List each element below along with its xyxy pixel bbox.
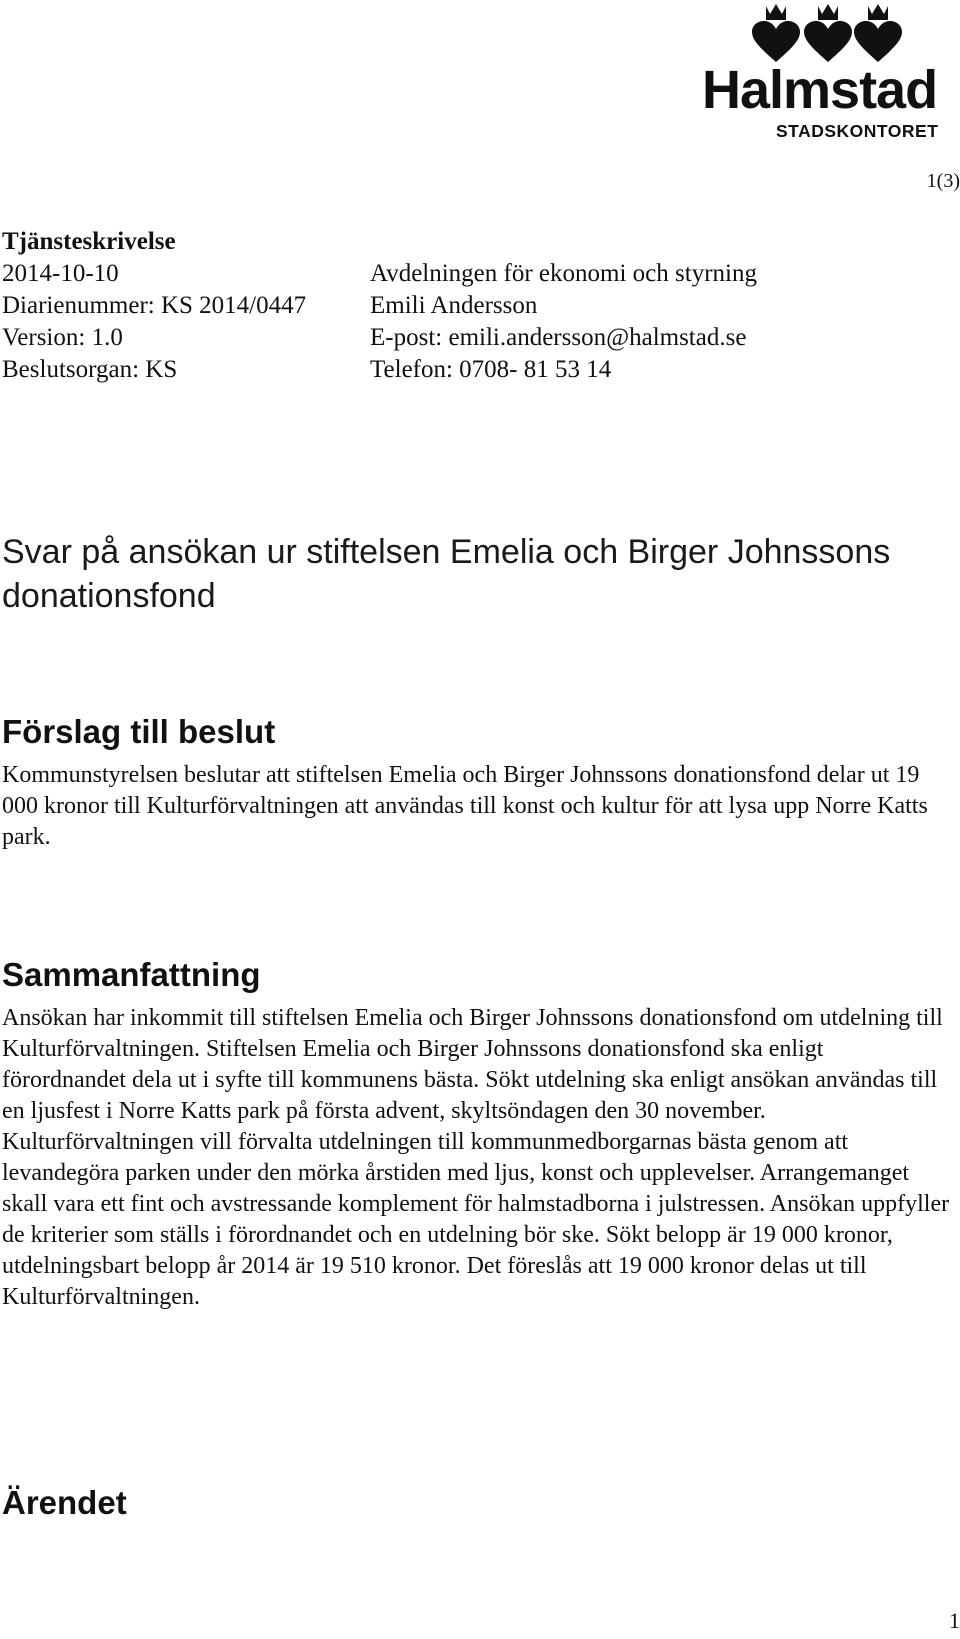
department: Avdelningen för ekonomi och styrning [370,260,757,287]
heading-forslag-till-beslut: Förslag till beslut [2,713,276,750]
beslutsorgan: Beslutsorgan: KS [2,356,178,383]
contact-info [370,258,757,386]
heading-arendet: Ärendet [2,1484,127,1521]
heading-sammanfattning: Sammanfattning [2,956,261,993]
sammanfattning-text: Ansökan har inkommit till stiftelsen Emelia och Birger Johnssons donationsfond om utdelning till Kulturförvaltningen. Stiftelsen Emelia och Birger Johnssons donationsfond ska enligt förordnandet dela ut i syfte till kommunens bästa. Sökt utdelning ska enligt ansökan användas till en ljusfest i Norre Katts park på första advent, skyltsöndagen den 30 november. Kulturförvaltningen vill förvalta utdelningen till kommunmedborgarnas bästa genom att levandegöra parken under den mörka årstiden med ljus, konst och upplevelser. Arrangemanget skall vara ett fint och avstressande komplement för halmstadborna i julstressen. Ansökan uppfyller de kriterier som ställs i förordnandet och en utdelning bör ske. Sökt belopp är 19 000 kronor, utdelningsbart belopp år 2014 är 19 510 kronor. Det föreslås att 19 000 kronor delas ut till Kulturförvaltningen. [2,1005,950,1310]
document-title: Svar på ansökan ur stiftelsen Emelia och Birger Johnssons donationsfond [2,533,891,615]
page-count: 1(3) [926,170,960,192]
diarienummer: Diarienummer: KS 2014/0447 [2,292,307,319]
contact-phone: Telefon: 0708- 81 53 14 [370,356,612,383]
forslag-till-beslut-text: Kommunstyrelsen beslutar att stiftelsen Emelia och Birger Johnssons donationsfond delar ut 19 000 kronor till Kulturförvaltningen att användas till konst och kultur för att lysa upp Norre Katts park. [2,762,928,850]
halmstad-logo [700,0,960,150]
page-number: 1 [949,1608,960,1633]
contact-name: Emili Andersson [370,292,538,319]
document-type: Tjänsteskrivelse [2,228,176,255]
contact-email: E-post: emili.andersson@halmstad.se [370,324,747,351]
logo-wordmark: Halmstad [702,60,938,120]
document-metadata [2,226,306,386]
document-date: 2014-10-10 [2,260,119,287]
logo-subtitle: STADSKONTORET [776,121,939,141]
version: Version: 1.0 [2,324,123,351]
